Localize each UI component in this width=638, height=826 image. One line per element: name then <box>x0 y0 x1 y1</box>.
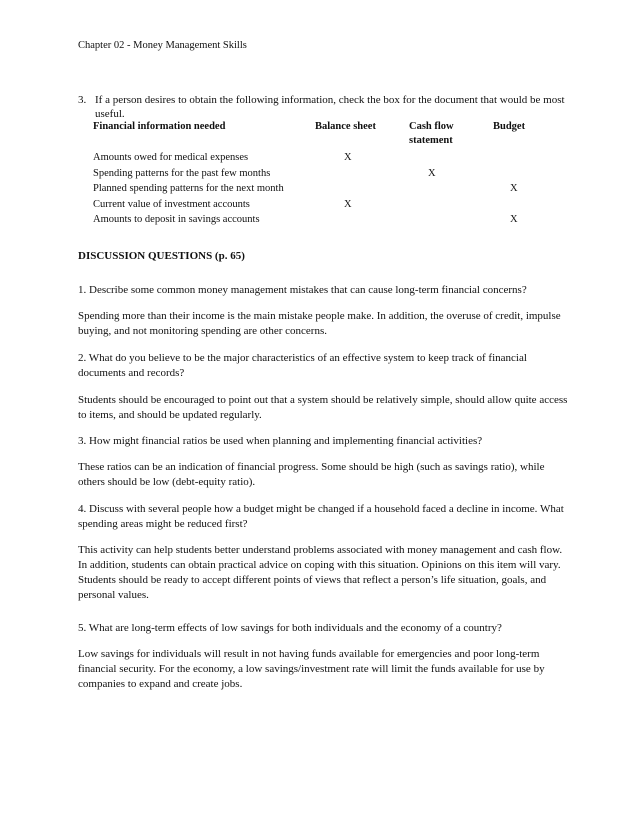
question-3 <box>78 93 568 121</box>
discussion-question-4: 4. Discuss with several people how a budget might be changed if a household faced a decline in income. What spending areas might be reduced first? <box>78 503 564 530</box>
cash-flow-check: X <box>428 167 436 179</box>
section-title: DISCUSSION QUESTIONS (p. 65) <box>78 250 245 262</box>
balance-sheet-check <box>315 213 409 229</box>
table-row <box>93 151 553 167</box>
budget-check <box>493 151 553 167</box>
col-header-info: Financial information needed <box>93 121 226 132</box>
discussion-answer-5: Low savings for individuals will result in not having funds available for emergencies and poor long-term financial security. For the economy, a low savings/investment rate will limit the funds available for use by companies to expand and create jobs. <box>78 648 545 690</box>
col-header-budget: Budget <box>493 121 526 132</box>
discussion-answer-2: Students should be encouraged to point out that a system should be relatively simple, should allow quite access to items, and should be updated regularly. <box>78 394 568 421</box>
discussion-question-3: 3. How might financial ratios be used when planning and implementing financial activities? <box>78 435 483 447</box>
row-label: Amounts owed for medical expenses <box>93 152 249 163</box>
discussion-answer-1: Spending more than their income is the main mistake people make. In addition, the overuse of credit, impulse buying, and not monitoring spending are other concerns. <box>78 310 561 337</box>
row-label: Spending patterns for the past few months <box>93 167 271 179</box>
discussion-question-5: 5. What are long-term effects of low savings for both individuals and the economy of a country? <box>78 622 502 634</box>
col-header-balance-sheet: Balance sheet <box>315 121 376 132</box>
discussion-question-2: 2. What do you believe to be the major characteristics of an effective system to keep track of financial documents and records? <box>78 352 527 379</box>
balance-sheet-check <box>315 182 409 198</box>
cash-flow-check <box>409 213 493 229</box>
table-row <box>93 198 553 214</box>
col-header-cash-flow: Cash flow statement <box>409 121 454 146</box>
row-label: Current value of investment accounts <box>93 198 250 210</box>
balance-sheet-check <box>315 167 409 183</box>
discussion-answer-3: These ratios can be an indication of financial progress. Some should be high (such as savings ratio), while others should be low (debt-equity ratio). <box>78 461 545 488</box>
budget-check <box>493 167 553 183</box>
row-label: Amounts to deposit in savings accounts <box>93 214 260 225</box>
table-row <box>93 213 553 229</box>
balance-sheet-check: X <box>344 198 352 210</box>
discussion-question-1: 1. Describe some common money management mistakes that can cause long-term financial concerns? <box>78 284 527 296</box>
cash-flow-check <box>409 151 493 167</box>
budget-check <box>493 198 553 214</box>
cash-flow-check <box>409 198 493 214</box>
page-header: Chapter 02 - Money Management Skills <box>78 40 247 51</box>
document-table <box>93 120 553 229</box>
row-label: Planned spending patterns for the next month <box>93 183 284 194</box>
question-number: 3. <box>78 94 87 106</box>
budget-check: X <box>510 183 518 194</box>
budget-check: X <box>510 214 518 225</box>
question-text: If a person desires to obtain the following information, check the box for the document that would be most useful. <box>95 94 565 120</box>
table-row <box>93 167 553 183</box>
discussion-answer-4: This activity can help students better understand problems associated with money management and cash flow. In addition, students can obtain practical advice on coping with this situation. Opinions on this item will vary. Students should be ready to accept different points of views that reflect a person’s life situation, goals, and personal values. <box>78 544 563 601</box>
balance-sheet-check: X <box>344 152 352 163</box>
cash-flow-check <box>409 182 493 198</box>
table-header-row <box>93 120 553 151</box>
table-row <box>93 182 553 198</box>
